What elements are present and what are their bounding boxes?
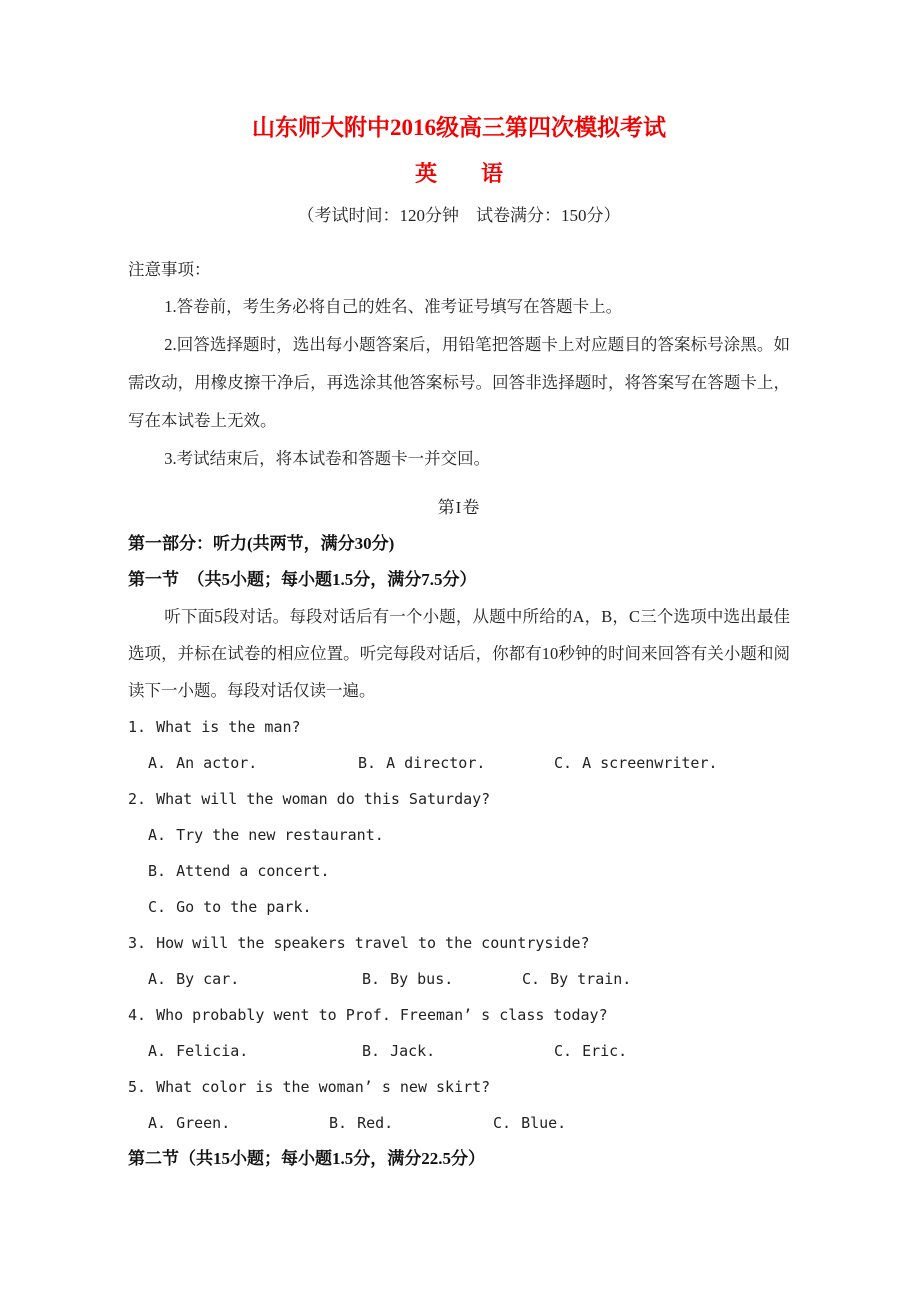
option-2c: C. Go to the park. (148, 898, 312, 916)
question-5 (128, 1069, 790, 1105)
question-3-text: How will the speakers travel to the countryside? (156, 934, 590, 952)
subject-title: 英 语 (414, 161, 503, 186)
option-2a: A. Try the new restaurant. (148, 826, 384, 844)
section2-heading: 第二节（共15小题；每小题1.5分，满分22.5分） (128, 1149, 485, 1168)
notice-item-2: 2.回答选择题时，选出每小题答案后，用铅笔把答题卡上对应题目的答案标号涂黑。如需改动，用橡皮擦干净后，再选涂其他答案标号。回答非选择题时，将答案写在答题卡上，写在本试卷上无效。 (128, 335, 790, 430)
option-1b: B. A director. (358, 754, 486, 772)
option-3c: C. By train. (522, 970, 632, 988)
question-1 (128, 709, 790, 745)
notice-item-1: 1.答卷前，考生务必将自己的姓名、准考证号填写在答题卡上。 (164, 297, 623, 316)
notice-item-3: 3.考试结束后，将本试卷和答题卡一并交回。 (164, 449, 491, 468)
option-4b: B. Jack. (362, 1042, 436, 1060)
question-1-options (128, 745, 790, 781)
part1-heading: 第一部分：听力(共两节，满分30分) (128, 534, 395, 553)
question-1-number: 1. (128, 718, 147, 736)
question-4-number: 4. (128, 1006, 147, 1024)
exam-title: 山东师大附中2016级高三第四次模拟考试 (252, 115, 666, 140)
question-3-options (128, 961, 790, 997)
volume-heading: 第I卷 (437, 498, 481, 517)
question-2-text: What will the woman do this Saturday? (156, 790, 491, 808)
question-5-text: What color is the woman’ s new skirt? (156, 1078, 491, 1096)
option-2b: B. Attend a concert. (148, 862, 330, 880)
section1-heading: 第一节 （共5小题；每小题1.5分，满分7.5分） (128, 570, 477, 589)
section1-instructions: 听下面5段对话。每段对话后有一个小题，从题中所给的A，B，C三个选项中选出最佳选项，并标在试卷的相应位置。听完每段对话后，你都有10秒钟的时间来回答有关小题和阅读下一小题。每段对话仅读一遍。 (128, 607, 790, 700)
question-4-text: Who probably went to Prof. Freeman’ s class today? (156, 1006, 608, 1024)
option-3b: B. By bus. (362, 970, 454, 988)
question-5-options (128, 1105, 790, 1141)
option-5c: C. Blue. (493, 1114, 567, 1132)
question-2-number: 2. (128, 790, 147, 808)
notice-heading: 注意事项： (128, 260, 211, 279)
question-1-text: What is the man? (156, 718, 301, 736)
option-4c: C. Eric. (554, 1042, 628, 1060)
option-5b: B. Red. (329, 1114, 394, 1132)
question-5-number: 5. (128, 1078, 147, 1096)
question-3 (128, 925, 790, 961)
question-2 (128, 781, 790, 817)
question-4-options (128, 1033, 790, 1069)
option-5a: A. Green. (148, 1114, 231, 1132)
option-3a: A. By car. (148, 970, 240, 988)
option-4a: A. Felicia. (148, 1042, 249, 1060)
option-1a: A. An actor. (148, 754, 258, 772)
option-1c: C. A screenwriter. (554, 754, 718, 772)
exam-info-line: （考试时间：120分钟 试卷满分：150分） (297, 206, 621, 225)
question-4 (128, 997, 790, 1033)
question-3-number: 3. (128, 934, 147, 952)
